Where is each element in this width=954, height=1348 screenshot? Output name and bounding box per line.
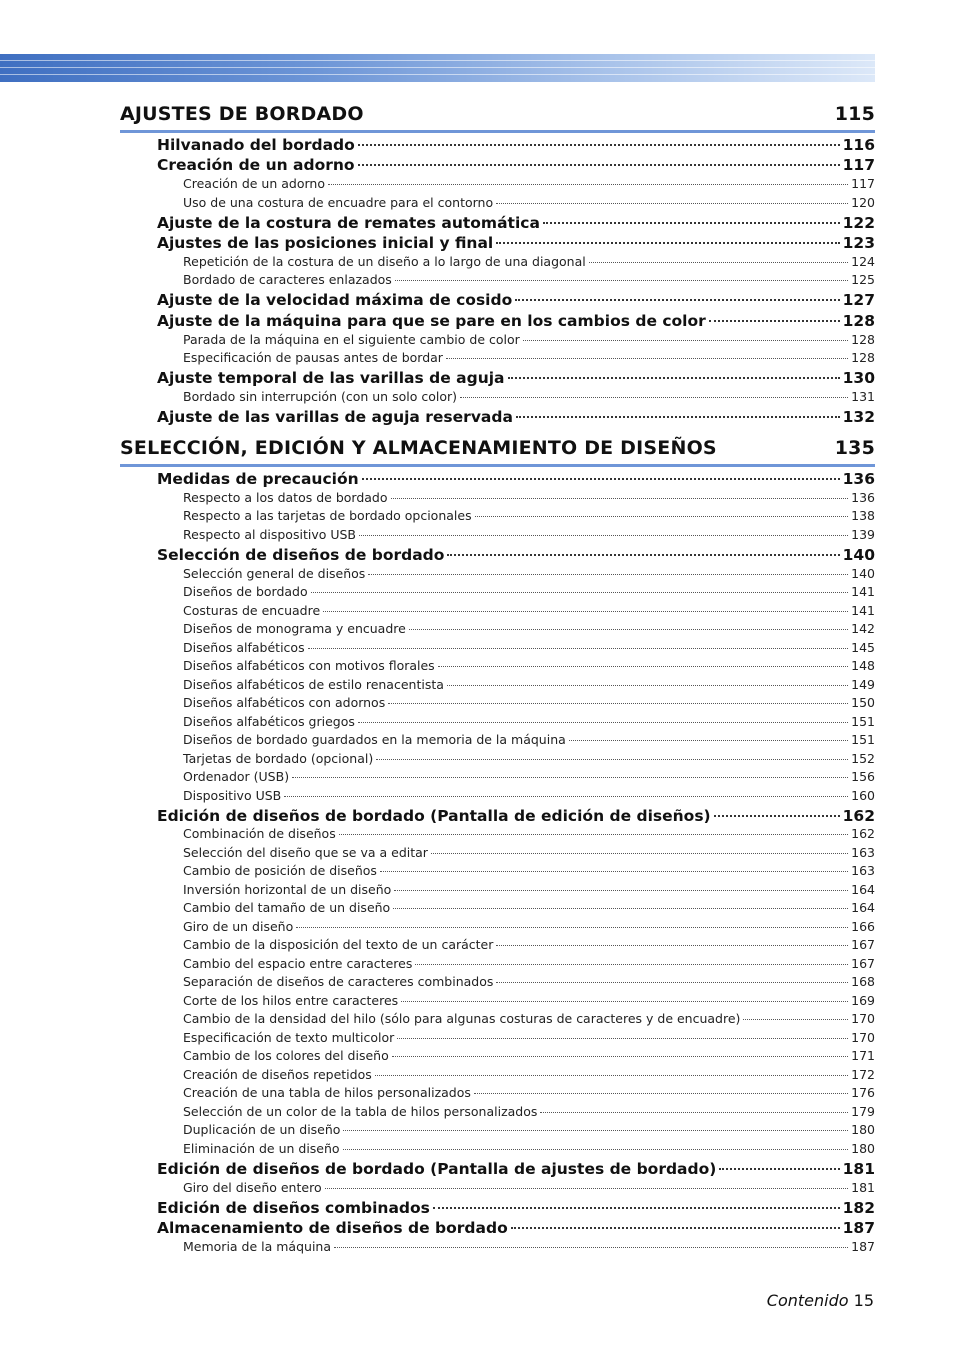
entry-label: Ajuste de la costura de remates automática [157,214,540,232]
entry-page-number: 141 [851,584,875,599]
entry-page-number: 149 [851,677,875,692]
entry-page-number: 163 [851,863,875,878]
entry-label: Diseños alfabéticos griegos [183,714,355,729]
dot-leader [394,890,848,891]
entry-page-number: 136 [851,490,875,505]
toc-entry[interactable] [157,1219,875,1239]
dot-leader [475,516,849,517]
entry-page-number: 140 [842,546,875,564]
dot-leader [543,222,840,224]
entry-label: Diseños alfabéticos de estilo renacentista [183,677,444,692]
entry-page-number: 120 [851,195,875,210]
toc-subentry[interactable] [183,584,875,602]
dot-leader [325,1188,849,1189]
entry-label: Giro del diseño entero [183,1180,322,1195]
entry-page-number: 152 [851,751,875,766]
entry-page-number: 139 [851,527,875,542]
entry-label: Cambio del tamaño de un diseño [183,900,391,915]
entry-label: Bordado de caracteres enlazados [183,272,392,287]
toc-subentry[interactable] [183,1239,875,1257]
dot-leader [460,397,848,398]
dot-leader [719,1168,839,1170]
entry-label: Hilvanado del bordado [157,136,355,154]
entry-label: Cambio del espacio entre caracteres [183,956,413,971]
entry-page-number: 166 [851,919,875,934]
toc-subentry[interactable] [183,1067,875,1085]
dot-leader [323,611,848,612]
toc-subentry[interactable] [183,195,875,213]
entry-label: Creación de diseños repetidos [183,1067,372,1082]
entry-label: Edición de diseños de bordado (Pantalla de ajustes de bordado) [157,1160,717,1178]
entry-page-number: 127 [842,291,875,309]
toc-subentry[interactable] [183,1104,875,1122]
dot-leader [359,535,848,536]
toc-subentry[interactable] [183,751,875,769]
toc-subentry[interactable] [183,603,875,621]
entry-label: Cambio de posición de diseños [183,863,377,878]
toc-subentry[interactable] [183,845,875,863]
toc-subentry[interactable] [183,1030,875,1048]
entry-label: Giro de un diseño [183,919,294,934]
entry-page-number: 122 [842,214,875,232]
toc-subentry[interactable] [183,732,875,750]
dot-leader [358,144,840,146]
toc-subentry[interactable] [183,993,875,1011]
entry-page-number: 117 [851,176,875,191]
toc-subentry[interactable] [183,863,875,881]
entry-page-number: 138 [851,508,875,523]
toc-entry[interactable] [157,1199,875,1219]
entry-label: Respecto a las tarjetas de bordado opcionales [183,508,472,523]
entry-page-number: 162 [851,826,875,841]
entry-label: Dispositivo USB [183,788,282,803]
entry-label: Bordado sin interrupción (con un solo color) [183,389,457,404]
dot-leader [375,1075,848,1076]
entry-label: Ajuste de las varillas de aguja reservada [157,408,513,426]
entry-label: Diseños alfabéticos con motivos florales [183,658,435,673]
toc-subentry[interactable] [183,272,875,290]
entry-page-number: 164 [851,900,875,915]
entry-label: Diseños de monograma y encuadre [183,621,406,636]
dot-leader [343,1130,848,1131]
entry-page-number: 170 [851,1030,875,1045]
toc-subentry[interactable] [183,621,875,639]
dot-leader [376,759,848,760]
toc-subentry[interactable] [183,882,875,900]
toc-subentry[interactable] [183,254,875,272]
entry-label: Combinación de diseños [183,826,336,841]
page-footer [767,1291,874,1310]
entry-page-number: 125 [851,272,875,287]
toc-entry[interactable] [157,408,875,428]
toc-subentry[interactable] [183,1122,875,1140]
entry-label: Ajuste de la velocidad máxima de cosido [157,291,513,309]
entry-page-number: 162 [842,807,875,825]
dot-leader [496,242,839,244]
entry-page-number: 130 [842,369,875,387]
entry-page-number: 167 [851,956,875,971]
toc-subentry[interactable] [183,389,875,407]
entry-page-number: 156 [851,769,875,784]
entry-page-number: 164 [851,882,875,897]
dot-leader [362,478,840,480]
dot-leader [380,871,848,872]
toc-subentry[interactable] [183,350,875,368]
dot-leader [709,320,840,322]
dot-leader [392,1056,848,1057]
toc-subentry[interactable] [183,566,875,584]
dot-leader [569,740,848,741]
entry-label: Diseños de bordado [183,584,308,599]
dot-leader [540,1112,848,1113]
section-heading[interactable] [120,434,875,467]
toc-entry[interactable] [157,156,875,176]
dot-leader [474,1093,848,1094]
entry-label: Almacenamiento de diseños de bordado [157,1219,508,1237]
entry-page-number: 160 [851,788,875,803]
entry-label: Separación de diseños de caracteres combinados [183,974,494,989]
entry-page-number: 179 [851,1104,875,1119]
entry-label: Especificación de texto multicolor [183,1030,395,1045]
dot-leader [447,554,839,556]
toc-subentry[interactable] [183,1180,875,1198]
entry-page-number: 151 [851,732,875,747]
dot-leader [447,685,848,686]
entry-label: Selección de un color de la tabla de hilos personalizados [183,1104,538,1119]
entry-label: Eliminación de un diseño [183,1141,340,1156]
dot-leader [438,666,848,667]
entry-label: Edición de diseños de bordado (Pantalla de edición de diseños) [157,807,711,825]
entry-label: Cambio de la densidad del hilo (sólo para algunas costuras de caracteres y de encuadre) [183,1011,741,1026]
toc-subentry[interactable] [183,1048,875,1066]
entry-label: Inversión horizontal de un diseño [183,882,392,897]
dot-leader [397,1038,848,1039]
entry-label: Respecto al dispositivo USB [183,527,356,542]
entry-page-number: 131 [851,389,875,404]
toc-subentry[interactable] [183,1085,875,1103]
section-heading[interactable] [120,100,875,133]
entry-page-number: 163 [851,845,875,860]
dot-leader [308,648,849,649]
dot-leader [328,184,848,185]
entry-page-number: 170 [851,1011,875,1026]
toc-entry[interactable] [157,312,875,332]
entry-label: Ajustes de las posiciones inicial y final [157,234,494,252]
toc-subentry[interactable] [183,640,875,658]
entry-label: Diseños alfabéticos con adornos [183,695,386,710]
dot-leader [292,777,848,778]
dot-leader [343,1149,849,1150]
entry-page-number: 128 [851,350,875,365]
dot-leader [515,299,839,301]
dot-leader [339,834,848,835]
entry-page-number: 128 [842,312,875,330]
entry-label: Repetición de la costura de un diseño a lo largo de una diagonal [183,254,586,269]
entry-page-number: 172 [851,1067,875,1082]
entry-page-number: 176 [851,1085,875,1100]
dot-leader [446,358,848,359]
toc-entry[interactable] [157,546,875,566]
dot-leader [511,1227,840,1229]
entry-label: Creación de una tabla de hilos personalizados [183,1085,471,1100]
toc-subentry[interactable] [183,1141,875,1159]
toc-subentry[interactable] [183,826,875,844]
toc-entry[interactable] [157,807,875,827]
entry-page-number: 128 [851,332,875,347]
entry-page-number: 168 [851,974,875,989]
entry-page-number: 151 [851,714,875,729]
toc-subentry[interactable] [183,332,875,350]
entry-label: Cambio de los colores del diseño [183,1048,389,1063]
toc-subentry[interactable] [183,956,875,974]
entry-label: Selección del diseño que se va a editar [183,845,428,860]
entry-label: Medidas de precaución [157,470,359,488]
toc-subentry[interactable] [183,714,875,732]
toc-entry[interactable] [157,369,875,389]
dot-leader [496,945,848,946]
entry-label: Selección general de diseños [183,566,366,581]
entry-page-number: 187 [842,1219,875,1237]
dot-leader [415,964,848,965]
section-page-number: 135 [834,437,875,459]
dot-leader [714,815,840,817]
entry-label: Diseños alfabéticos [183,640,305,655]
entry-label: Edición de diseños combinados [157,1199,430,1217]
toc-entry[interactable] [157,136,875,156]
entry-label: Tarjetas de bordado (opcional) [183,751,374,766]
dot-leader [368,574,848,575]
dot-leader [496,982,848,983]
toc-subentry[interactable] [183,769,875,787]
header-band [0,54,875,82]
entry-page-number: 148 [851,658,875,673]
entry-label: Parada de la máquina en el siguiente cambio de color [183,332,520,347]
entry-label: Diseños de bordado guardados en la memoria de la máquina [183,732,566,747]
toc-subentry[interactable] [183,695,875,713]
entry-label: Creación de un adorno [157,156,355,174]
entry-page-number: 181 [851,1180,875,1195]
dot-leader [589,262,848,263]
entry-page-number: 145 [851,640,875,655]
entry-page-number: 171 [851,1048,875,1063]
toc-subentry[interactable] [183,176,875,194]
dot-leader [433,1207,840,1209]
section-title: AJUSTES DE BORDADO [120,103,364,125]
toc-entry[interactable] [157,234,875,254]
entry-page-number: 124 [851,254,875,269]
entry-page-number: 116 [842,136,875,154]
entry-page-number: 180 [851,1122,875,1137]
entry-label: Cambio de la disposición del texto de un carácter [183,937,494,952]
toc-subentry[interactable] [183,658,875,676]
dot-leader [395,280,848,281]
entry-label: Especificación de pausas antes de bordar [183,350,443,365]
entry-label: Memoria de la máquina [183,1239,331,1254]
entry-page-number: 167 [851,937,875,952]
dot-leader [334,1247,848,1248]
entry-page-number: 141 [851,603,875,618]
entry-label: Selección de diseños de bordado [157,546,445,564]
entry-label: Ordenador (USB) [183,769,290,784]
footer-label: Contenido [766,1291,849,1310]
entry-label: Ajuste de la máquina para que se pare en los cambios de color [157,312,706,330]
toc-subentry[interactable] [183,490,875,508]
entry-page-number: 187 [851,1239,875,1254]
entry-page-number: 140 [851,566,875,581]
dot-leader [516,416,840,418]
entry-label: Costuras de encuadre [183,603,321,618]
toc-entry[interactable] [157,214,875,234]
entry-page-number: 182 [842,1199,875,1217]
section-page-number: 115 [834,103,875,125]
dot-leader [388,703,848,704]
toc-subentry[interactable] [183,508,875,526]
dot-leader [496,203,848,204]
toc-subentry[interactable] [183,1011,875,1029]
dot-leader [409,629,848,630]
entry-page-number: 142 [851,621,875,636]
entry-page-number: 150 [851,695,875,710]
dot-leader [508,377,840,379]
page-number: 15 [853,1291,874,1310]
toc-subentry[interactable] [183,919,875,937]
toc-entry[interactable] [157,470,875,490]
toc-subentry[interactable] [183,937,875,955]
toc-subentry[interactable] [183,974,875,992]
entry-label: Respecto a los datos de bordado [183,490,388,505]
dot-leader [393,908,848,909]
toc-subentry[interactable] [183,788,875,806]
entry-page-number: 181 [842,1160,875,1178]
toc-entry[interactable] [157,1160,875,1180]
dot-leader [743,1019,848,1020]
entry-label: Duplicación de un diseño [183,1122,341,1137]
dot-leader [523,340,848,341]
entry-label: Corte de los hilos entre caracteres [183,993,399,1008]
toc-subentry[interactable] [183,527,875,545]
toc-subentry[interactable] [183,677,875,695]
entry-label: Ajuste temporal de las varillas de aguja [157,369,505,387]
dot-leader [391,498,849,499]
dot-leader [358,722,848,723]
dot-leader [431,853,848,854]
entry-page-number: 169 [851,993,875,1008]
entry-page-number: 123 [842,234,875,252]
dot-leader [296,927,848,928]
toc-entry[interactable] [157,291,875,311]
toc-subentry[interactable] [183,900,875,918]
entry-page-number: 132 [842,408,875,426]
entry-page-number: 180 [851,1141,875,1156]
dot-leader [358,164,840,166]
dot-leader [401,1001,848,1002]
entry-page-number: 117 [842,156,875,174]
dot-leader [311,592,849,593]
section-title: SELECCIÓN, EDICIÓN Y ALMACENAMIENTO DE DISEÑOS [120,437,717,459]
entry-label: Creación de un adorno [183,176,325,191]
dot-leader [284,796,848,797]
entry-label: Uso de una costura de encuadre para el contorno [183,195,494,210]
entry-page-number: 136 [842,470,875,488]
